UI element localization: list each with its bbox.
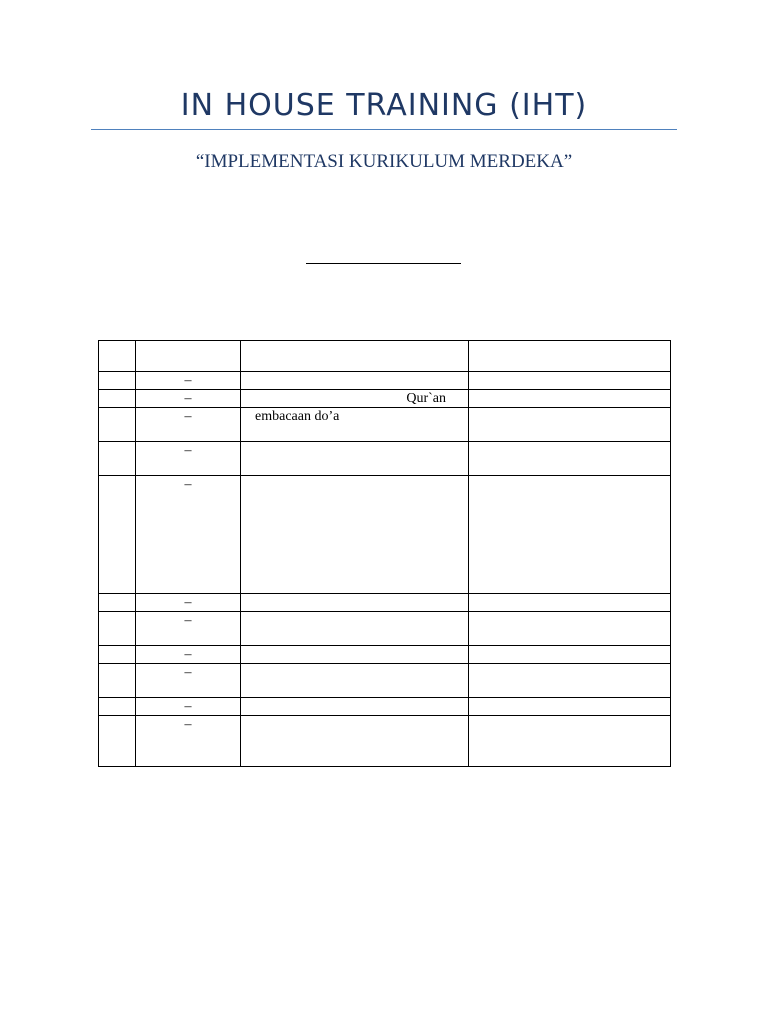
table-row: [99, 664, 671, 698]
cell-no: [99, 698, 136, 716]
signature-line: [306, 263, 461, 264]
cell-pic: [469, 476, 671, 594]
document-subtitle: “IMPLEMENTASI KURIKULUM MERDEKA”: [195, 151, 573, 172]
cell-pic: [469, 390, 671, 408]
table-header-row: [99, 341, 671, 372]
cell-no: [99, 594, 136, 612]
table-row: [99, 372, 671, 390]
table-row: [99, 476, 671, 594]
cell-no: [99, 664, 136, 698]
schedule-table: [98, 340, 671, 767]
cell-pic: [469, 372, 671, 390]
cell-pic: [469, 408, 671, 442]
cell-activity: Qur`an: [241, 390, 469, 408]
table-row: [99, 716, 671, 767]
cell-time: –: [136, 664, 241, 698]
cell-no: [99, 716, 136, 767]
cell-no: [99, 408, 136, 442]
table-row: [99, 408, 671, 442]
cell-pic: [469, 646, 671, 664]
table-row: [99, 612, 671, 646]
cell-time: –: [136, 390, 241, 408]
cell-time: –: [136, 612, 241, 646]
cell-no: [99, 442, 136, 476]
cell-pic: [469, 716, 671, 767]
header-cell-pic: [469, 341, 671, 372]
header-cell-activity: [241, 341, 469, 372]
cell-pic: [469, 698, 671, 716]
cell-pic: [469, 594, 671, 612]
cell-no: [99, 476, 136, 594]
cell-time: –: [136, 408, 241, 442]
cell-activity: [241, 612, 469, 646]
table-row: [99, 594, 671, 612]
table-row: [99, 442, 671, 476]
cell-activity: [241, 594, 469, 612]
title-underline: [91, 129, 677, 130]
cell-time: –: [136, 372, 241, 390]
document-title: IN HOUSE TRAINING (IHT): [180, 88, 588, 123]
cell-time: –: [136, 698, 241, 716]
cell-pic: [469, 664, 671, 698]
cell-no: [99, 372, 136, 390]
cell-pic: [469, 442, 671, 476]
cell-time: –: [136, 716, 241, 767]
header-cell-time: [136, 341, 241, 372]
cell-activity: embacaan do’a: [241, 408, 469, 442]
table-row: [99, 390, 671, 408]
cell-activity: [241, 442, 469, 476]
table-row: [99, 646, 671, 664]
cell-activity: [241, 476, 469, 594]
cell-time: –: [136, 442, 241, 476]
cell-activity: [241, 698, 469, 716]
cell-activity: [241, 372, 469, 390]
cell-no: [99, 390, 136, 408]
cell-time: –: [136, 594, 241, 612]
cell-no: [99, 646, 136, 664]
cell-activity: [241, 646, 469, 664]
cell-activity: [241, 664, 469, 698]
cell-time: –: [136, 646, 241, 664]
header-cell-no: [99, 341, 136, 372]
cell-activity: [241, 716, 469, 767]
cell-time: –: [136, 476, 241, 594]
cell-pic: [469, 612, 671, 646]
cell-no: [99, 612, 136, 646]
table-row: [99, 698, 671, 716]
